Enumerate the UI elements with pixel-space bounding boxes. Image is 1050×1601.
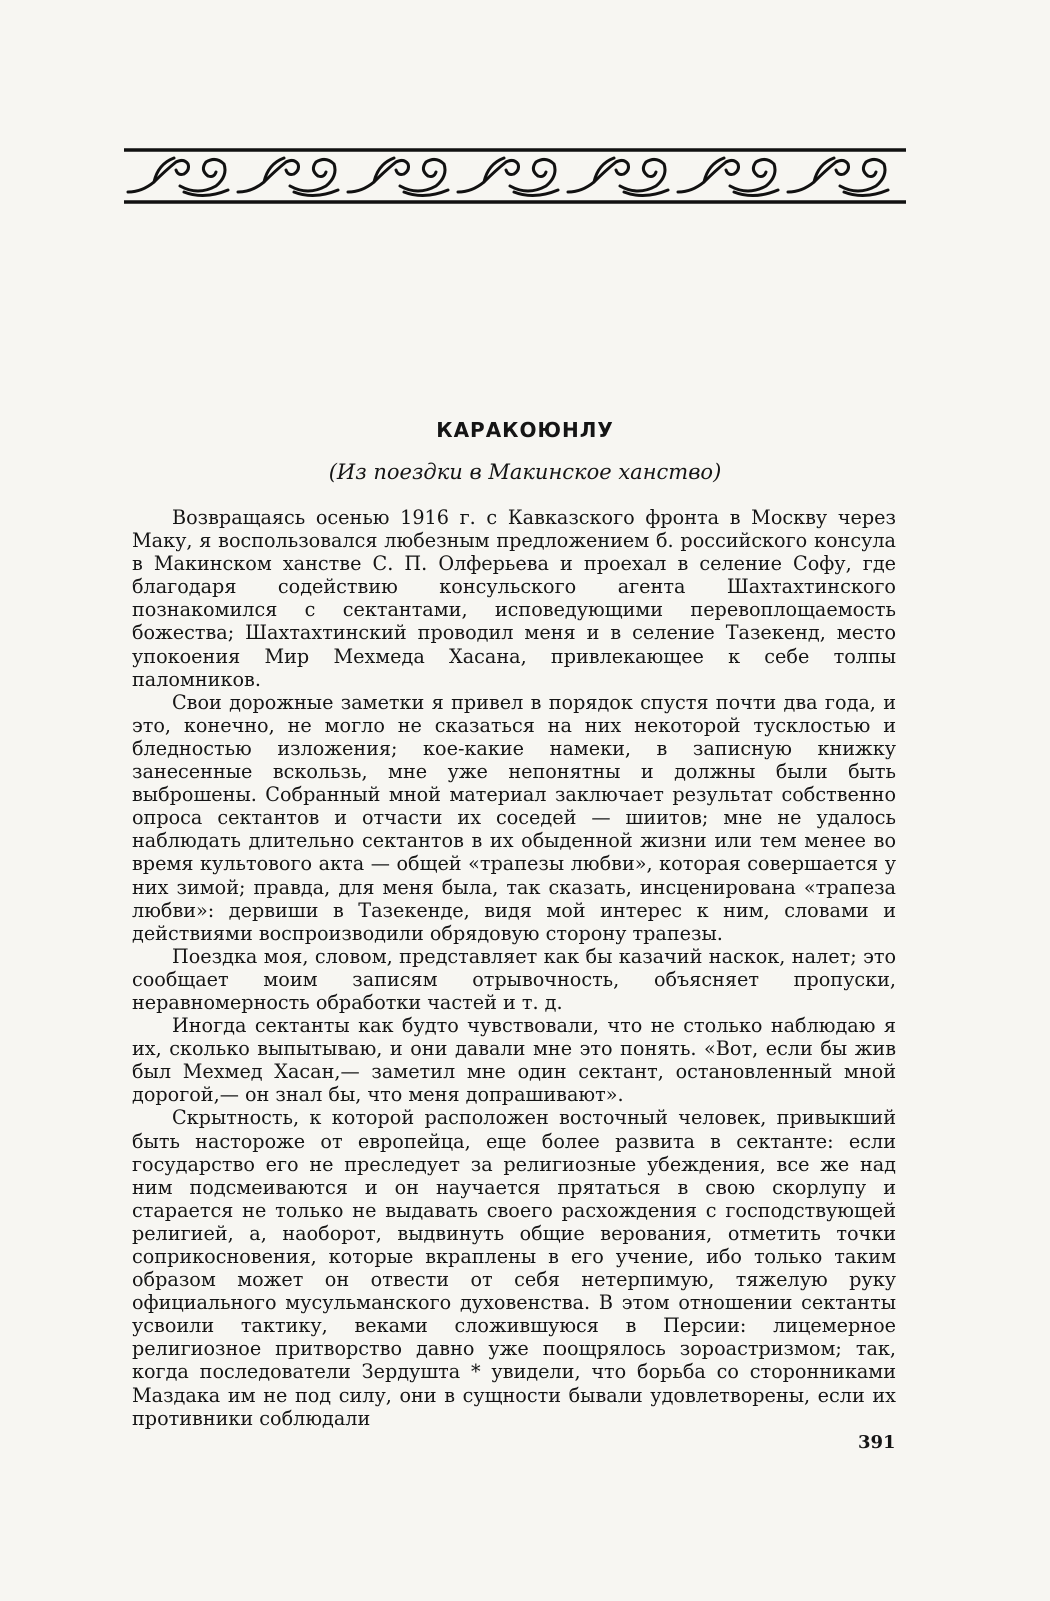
paragraph: Возвращаясь осенью 1916 г. с Кавказского фронта в Москву через Маку, я воспользовался любезным предложением б. российского консула в Макинском ханстве С. П. Олферьева и проехал в селение Софу, где благодаря содействию консульского агента Шахтахтинского познакомился с сектантами, исповедующими перевоплощаемость божества; Шахтахтинский проводил меня и в селение Тазекенд, место упокоения Мир Мехмеда Хасана, привлекающее к себе толпы паломников.	[132, 506, 896, 691]
paragraph: Иногда сектанты как будто чувствовали, что не столько наблюдаю я их, сколько выпытываю, и они давали мне это понять. «Вот, если бы жив был Мехмед Хасан,— заметил мне один сектант, остановленный мной дорогой,— он знал бы, что меня допрашивают».	[132, 1014, 896, 1107]
paragraph: Свои дорожные заметки я привел в порядок спустя почти два года, и это, конечно, не могло не сказаться на них некоторой тусклостью и бледностью изложения; кое-какие намеки, в записную книжку занесенные вскользь, мне уже непонятны и должны были быть выброшены. Собранный мной материал заключает результат собственно опроса сектантов и отчасти их соседей — шиитов; мне не удалось наблюдать длительно сектантов в их обыденной жизни или тем менее во время культового акта — общей «трапезы любви», которая совершается у них зимой; правда, для меня была, так сказать, инсценирована «трапеза любви»: дервиши в Тазекенде, видя мой интерес к ним, словами и действиями воспроизводили обрядовую сторону трапезы.	[132, 690, 896, 945]
paragraph: Поездка моя, словом, представляет как бы казачий наскок, налет; это сообщает моим записям отрывочность, объясняет пропуски, неравномерность обработки частей и т. д.	[132, 944, 896, 1014]
chapter-title: КАРАКОЮНЛУ	[436, 418, 614, 442]
body-text	[132, 506, 896, 1430]
paragraph: Скрытность, к которой расположен восточный человек, привыкший быть настороже от европейца, еще более развита в сектанте: если государство его не преследует за религиозные убеждения, все же над ним подсмеиваются и он научается прятаться в свою скорлупу и старается не только не выдавать своего расхождения с господствующей религией, а, наоборот, выдвинуть общие верования, отметить точки соприкосновения, которые вкраплены в его учение, ибо только таким образом может он отвести от себя нетерпимую, тяжелую руку официального мусульманского духовенства. В этом отношении сектанты усвоили тактику, веками сложившуюся в Персии: лицемерное религиозное притворство давно уже поощрялось зороастризмом; так, когда последователи Зердушта * увидели, что борьба со сторонниками Маздака им не под силу, они в сущности бывали удовлетворены, если их противники соблюдали	[132, 1106, 896, 1430]
page-number: 391	[858, 1432, 896, 1453]
decorative-wave-border	[124, 146, 906, 208]
chapter-subtitle: (Из поездки в Макинское ханство)	[328, 460, 722, 484]
